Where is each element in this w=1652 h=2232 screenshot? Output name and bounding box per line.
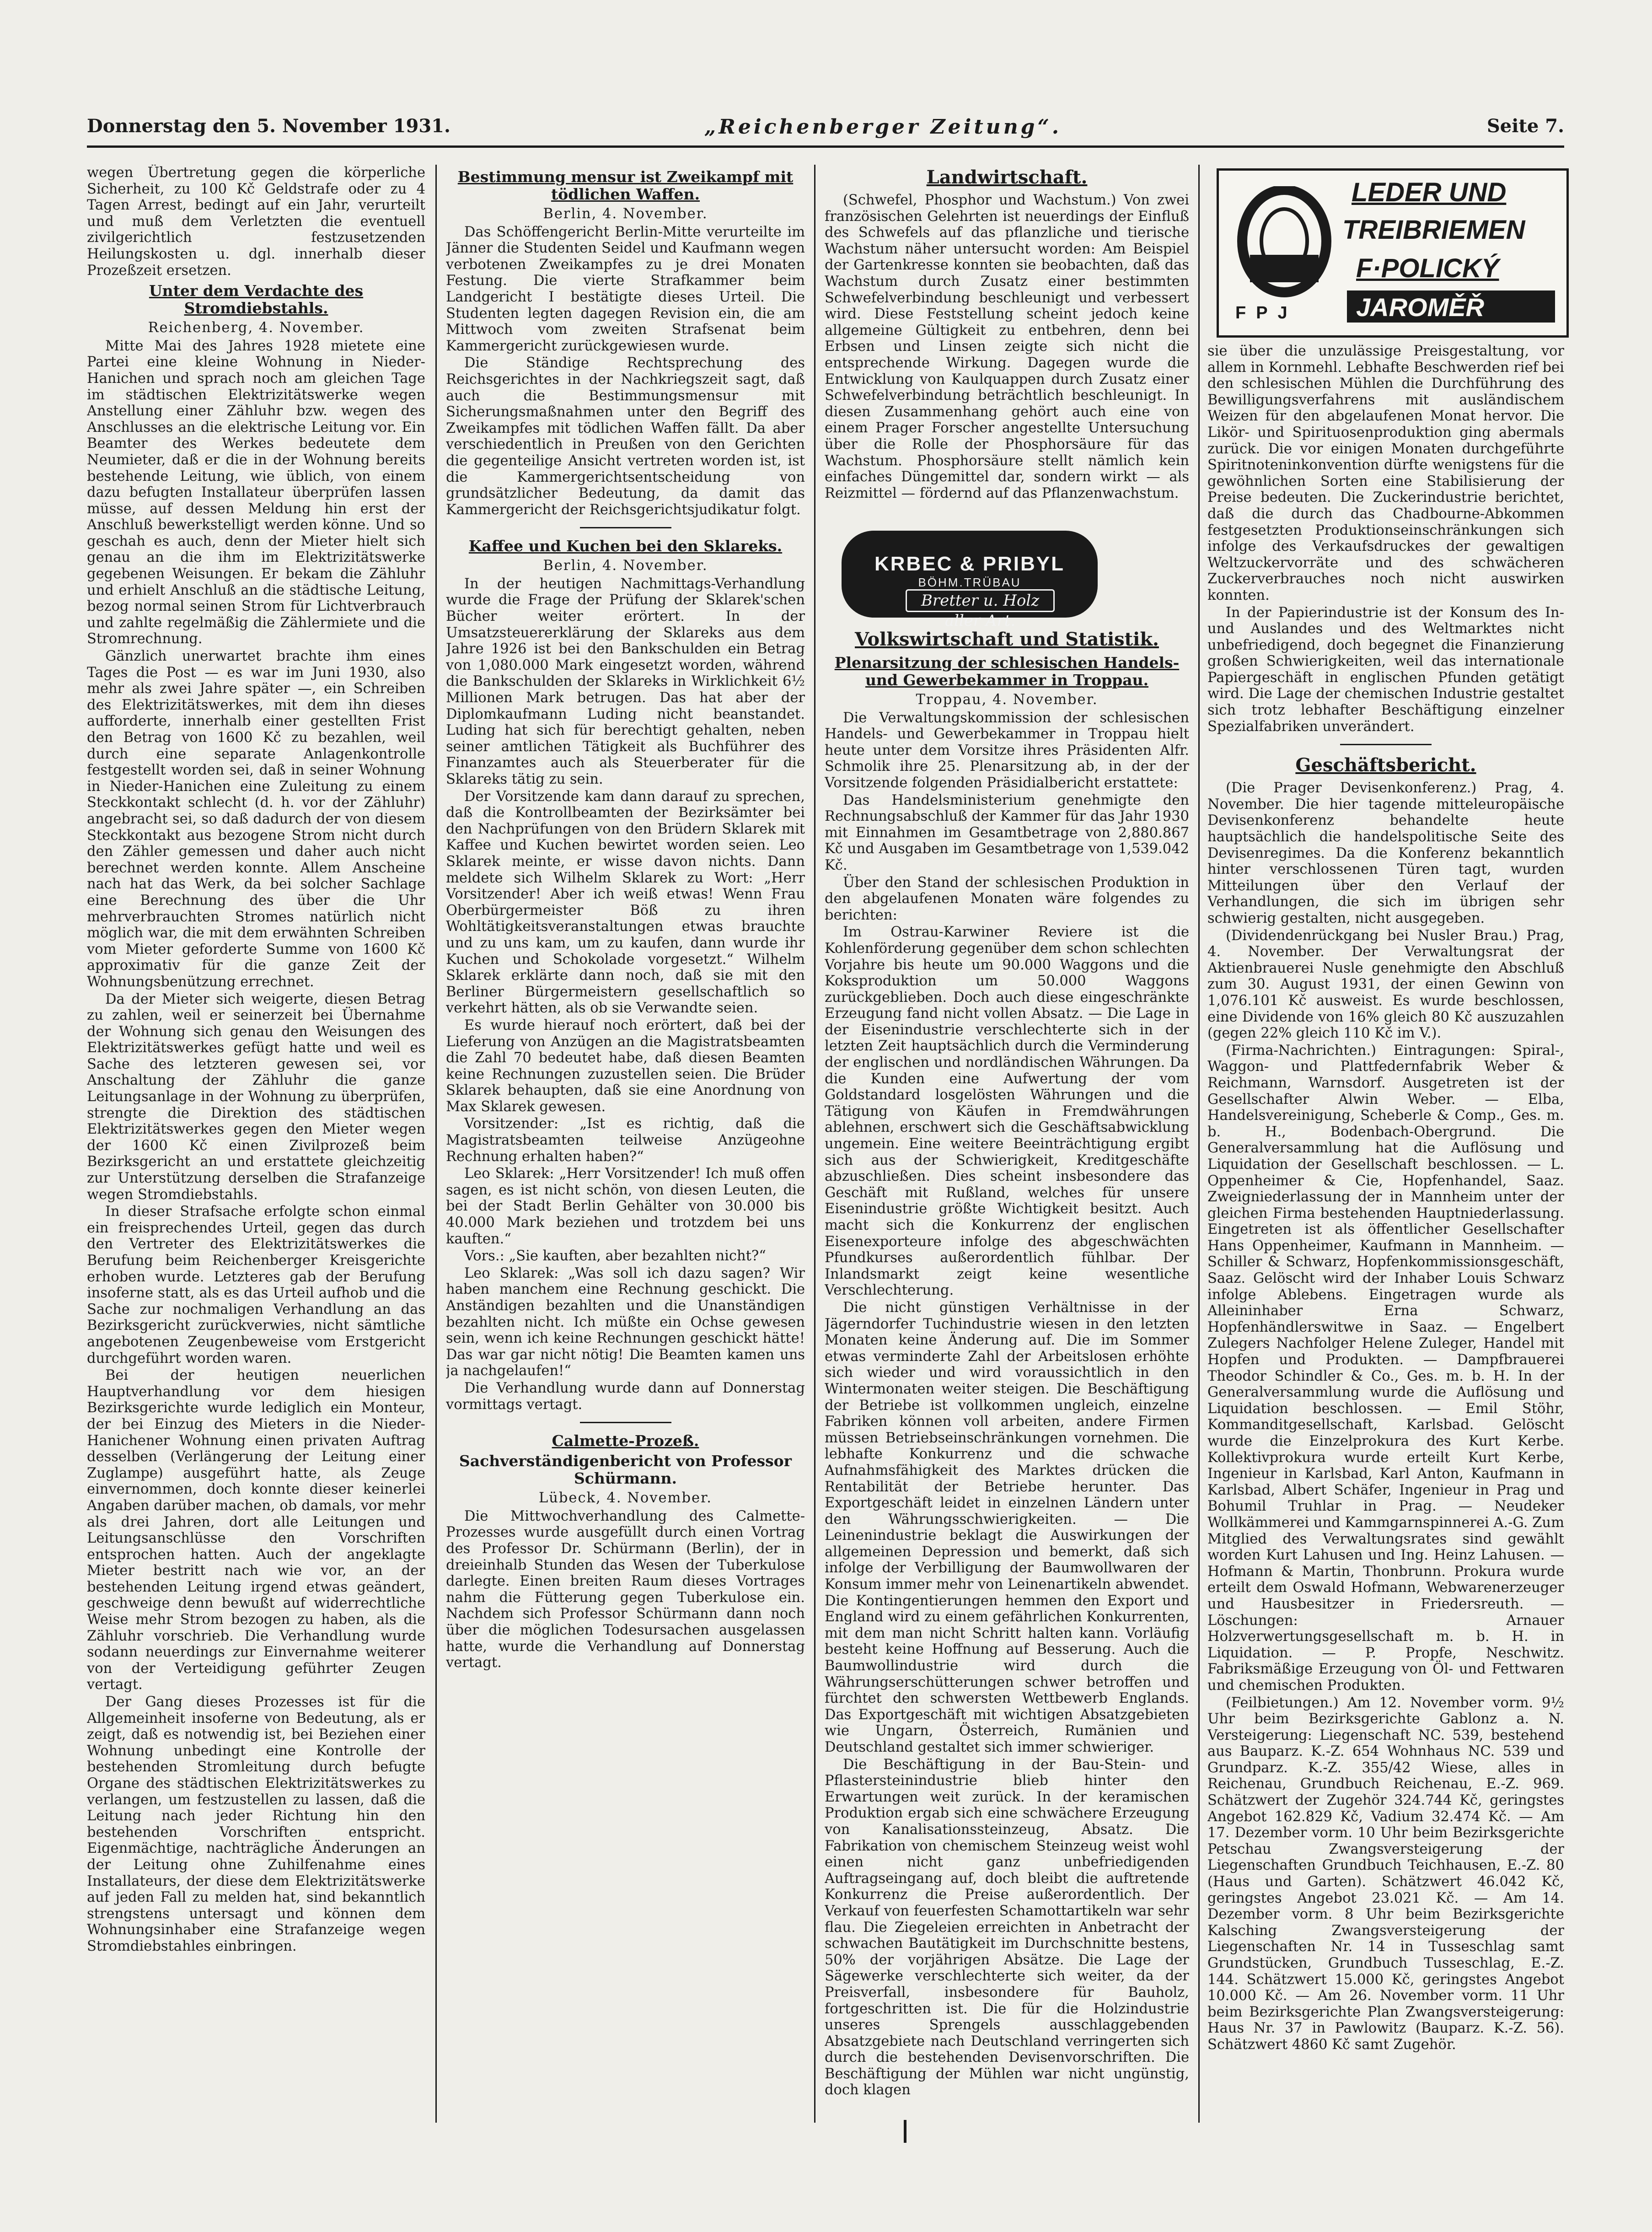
ad-product: Bretter u. Holz aller Art.	[906, 589, 1055, 612]
paragraph: Die Verwaltungskommission der schlesischen Handels- und Gewerbekammer in Troppau hielt heute unter dem Vorsitze ihres Präsidenten Alfr. Schmolik ihre 25. Plenarsitzung ab, in der der Vorsitzende folgenden Präsidialbericht erstattete:	[825, 710, 1189, 791]
paragraph: (Die Prager Devisenkonferenz.) Prag, 4. November. Die hier tagende mitteleuropäische Devisenkonferenz behandelte heute hauptsächlich die handelspolitische Seite des Devisenregimes. Da die Konferenz bekanntlich hinter verschlossenen Türen tagt, wurden Mitteilungen über den Verlauf der Verhandlungen, die sich im übrigen sehr schwierig gestalten, nicht ausgegeben.	[1207, 780, 1564, 926]
section-title-volkswirtschaft: Volkswirtschaft und Statistik.	[855, 629, 1159, 650]
paragraph: (Dividendenrückgang bei Nusler Brau.) Prag, 4. November. Der Verwaltungsrat der Aktienbrauerei Nusle genehmigte den Abschluß zum 30. August 1931, der einen Gewinn von 1,076.101 Kč ausweist. Es wurde beschlossen, eine Dividende von 16% gleich 80 Kč auszuzahlen (gegen 22% gleich 110 Kč im V.).	[1207, 927, 1564, 1042]
ad-line-policky: F·POLICKÝ	[1356, 253, 1499, 283]
intro-paragraph: wegen Übertretung gegen die körperliche Sicherheit, zu 100 Kč Geldstrafe oder zu 4 Tagen Arrest, bedingt auf ein Jahr, verurteilt und muß dem Verletzten die eventuell zivilgerichtlich festzusetzenden Heilungskosten u. dgl. innerhalb dieser Prozeßzeit ersetzen.	[87, 165, 425, 279]
column-1	[87, 165, 425, 2123]
belt-emblem-icon	[1232, 186, 1337, 305]
paragraph: Leo Sklarek: „Herr Vorsitzender! Ich muß offen sagen, es ist nicht schön, von diesen Leuten, die bei der Stadt Berlin Gehälter von 30.000 bis 40.000 Mark beziehen und trotzdem bei uns kauften.“	[446, 1166, 805, 1247]
page-header	[87, 115, 1564, 147]
paragraph: Mitte Mai des Jahres 1928 mietete eine Partei eine kleine Wohnung in Nieder-Hanichen und sprach noch am gleichen Tage im städtischen Elektrizitätswerke wegen Anstellung einer Zähluhr bzw. wegen des Anschlusses an die elektrische Leitung vor. Ein Beamter des Werkes bedeutete dem Neumieter, daß er die in der Wohnung bereits bestehende Leitung, wie üblich, von einem dazu befugten Installateur überprüfen lassen müsse, auf dessen Meldung hin erst der Anschluß bewerkstelligt werden könne. Und so geschah es auch, denn der Mieter hielt sich genau an die ihm im Elektrizitätswerke gegebenen Weisungen. Er bekam die Zähluhr und erhielt Anschluß an die städtische Leitung, bezog normal seinen Strom für Lichtverbrauch und zahlte regelmäßig die Zählermiete und die Stromrechnung.	[87, 338, 425, 647]
dateline: Troppau, 4. November.	[916, 692, 1098, 708]
paragraph: Leo Sklarek: „Was soll ich dazu sagen? Wir haben manchem eine Rechnung geschickt. Die Anständigen bezahlten und die Unanständigen bezahlten nicht. Ich müßte ein Ochse gewesen sein, wenn ich keine Rechnungen geschickt hätte! Das war gar nicht nötig! Die Beamten kamen uns ja nachgelaufen!“	[446, 1265, 805, 1379]
paragraph: (Firma-Nachrichten.) Eintragungen: Spiral-, Waggon- und Plattfedernfabrik Weber & Reichmann, Warnsdorf. Ausgetreten ist der Gesellschafter Alwin Weber. — Elba, Handelsvereinigung, Scheberle & Comp., Ges. m. b. H., Bodenbach-Obergrund. Die Generalversammlung hat die Auflösung und Liquidation der Gesellschaft beschlossen. — L. Oppenheimer & Cie, Hopfenhandel, Saaz. Zweigniederlassung der in Mannheim unter der gleichen Firma bestehenden Hauptniederlassung. Eingetreten ist als öffentlicher Gesellschafter Hans Oppenheimer, Kaufmann in Mannheim. — Schiller & Schwarz, Hopfenkommissionsgeschäft, Saaz. Gelöscht wird der Inhaber Louis Schwarz infolge Ablebens. Eingetragen wurde als Alleininhaber Erna Schwarz, Hopfenhändlerswitwe in Saaz. — Engelbert Zulegers Nachfolger Helene Zuleger, Handel mit Hopfen und Produkten. — Dampfbrauerei Theodor Schindler & Co., Ges. m. b. H. In der Generalversammlung wurde die Auflösung und Liquidation beschlossen. — Emil Stöhr, Kommanditgesellschaft, Karlsbad. Gelöscht wurde die Einzelprokura des Kurt Kerbe. Kollektivprokura wurde erteilt Kurt Kerbe, Ingenieur in Karlsbad, Karl Anton, Kaufmann in Karlsbad, Albert Schäfer, Ingenieur in Prag und Bohumil Truhlar in Prag. — Neudeker Wollkämmerei und Kammgarnspinnerei A.-G. Zum Mitglied des Verwaltungsrates sind gewählt worden Kurt Lahusen und Ing. Heinz Lahusen. — Hofmann & Martin, Thonbrunn. Prokura wurde erteilt dem Oswald Hofmann, Webwarenerzeuger und Hausbesitzer in Friedersreuth. — Löschungen: Arnauer Holzverwertungsgesellschaft m. b. H. in Liquidation. — P. Propfe, Neschwitz. Fabriksmäßige Erzeugung von Öl- und Fettwaren und chemischen Produkten.	[1207, 1042, 1564, 1694]
paragraph: Da der Mieter sich weigerte, diesen Betrag zu zahlen, weil er seinerzeit bei Übernahme der Wohnung sich genau den Weisungen des Elektrizitätswerkes gefügt hatte und weil es Sache des letzteren gewesen sei, vor Anschaltung der Zähluhr die ganze Leitungsanlage in der Wohnung zu überprüfen, strengte die Direktion des städtischen Elektrizitätswerkes gegen den Mieter wegen der 1600 Kč einen Zivilprozeß beim Bezirksgericht an und erstattete gleichzeitig zur Unterstützung derselben die Strafanzeige wegen Stromdiebstahls.	[87, 991, 425, 1203]
section-title-landwirtschaft: Landwirtschaft.	[926, 167, 1088, 188]
paragraph: Der Gang dieses Prozesses ist für die Allgemeinheit insoferne von Bedeutung, als er zeigt, daß es notwendig ist, bei Beziehen einer Wohnung unbedingt eine Kontrolle der bestehenden Stromleitung durch befugte Organe des städtischen Elektrizitätswerkes zu verlangen, um festzustellen zu lassen, daß die Leitung nach jeder Richtung hin den bestehenden Vorschriften entspricht. Eigenmächtige, nachträgliche Änderungen an der Leitung ohne Zuhilfenahme eines Installateurs, der diese dem Elektrizitätswerke auf jeden Fall zu melden hat, sind bekanntlich strengstens untersagt und können dem Wohnungsinhaber eine Strafanzeige wegen Stromdiebstahles einbringen.	[87, 1694, 425, 1954]
article-title-troppau: Plenarsitzung der schlesischen Handels- und Gewerbekammer in Troppau.	[834, 654, 1180, 689]
paragraph: In der heutigen Nachmittags-Verhandlung wurde die Frage der Prüfung der Sklarek'schen Bücher weiter erörtert. In der Umsatzsteuererklärung der Sklareks aus dem Jahre 1926 ist bei den Bankschulden ein Betrag von 1,080.000 Mark eingesetzt worden, während die Bankschulden der Sklareks in Wirklichkeit 6½ Millionen Mark betrugen. Das hat aber der Diplomkaufmann Luding nicht beanstandet. Luding hat sich für berechtigt gehalten, neben seiner amtlichen Tätigkeit als Buchführer des Finanzamtes auch als Steuerberater für die Sklareks tätig zu sein.	[446, 575, 805, 787]
header-rule	[87, 145, 1564, 148]
paragraph: (Feilbietungen.) Am 12. November vorm. 9½ Uhr beim Bezirksgerichte Gablonz a. N. Versteigerung: Liegenschaft NC. 539, bestehend aus Bauparz. K.-Z. 654 Wohnhaus NC. 539 und Grundparz. K.-Z. 355/42 Wiese, alles in Reichenau, Grundbuch Reichenau, E.-Z. 969. Schätzwert der Zugehör 324.744 Kč, geringstes Angebot 162.829 Kč, Vadium 32.474 Kč. — Am 17. Dezember vorm. 10 Uhr beim Bezirksgerichte Petschau Zwangsversteigerung der Liegenschaften Grundbuch Teichhausen, E.-Z. 80 (Haus und Garten). Schätzwert 46.042 Kč, geringstes Angebot 23.021 Kč. — Am 14. Dezember vorm. 8 Uhr beim Bezirksgerichte Kalsching Zwangsversteigerung der Liegenschaften Nr. 14 in Tusseschlag samt Grundstücken, Grundbuch Tusseschlag, E.-Z. 144. Schätzwert 15.000 Kč, geringstes Angebot 10.000 Kč. — Am 26. November vorm. 11 Uhr beim Bezirksgerichte Plan Zwangsversteigerung: Haus Nr. 37 in Pawlowitz (Bauparz. K.-Z. 56). Schätzwert 4860 Kč samt Zugehör.	[1207, 1694, 1564, 2053]
paragraph: Die Verhandlung wurde dann auf Donnerstag vormittags vertagt.	[446, 1380, 805, 1413]
paragraph: Die nicht günstigen Verhältnisse in der Jägerndorfer Tuchindustrie wiesen in den letzten Monaten keine Änderung auf. Die im Sommer etwas verminderte Zahl der Arbeitslosen erhöhte sich wieder und wird voraussichtlich in den Wintermonaten weiter steigen. Die Beschäftigung der Betriebe ist vollkommen ungleich, einzelne Fabriken können voll arbeiten, andere Firmen müssen Betriebseinschränkungen vornehmen. Die lebhafte Konkurrenz und die schwache Aufnahmsfähigkeit des Marktes drücken die Rentabilität der Betriebe herunter. Das Exportgeschäft leidet in einzelnen Ländern unter den Währungsschwierigkeiten. — Die Leinenindustrie beklagt die Auswirkungen der allgemeinen Depression und bemerkt, daß sich infolge der Verbilligung der Baumwollwaren der Konsum immer mehr von Leinenartikeln abwendet. Die Kontingentierungen hemmen den Export und England wird zu einem gefährlichen Konkurrenten, mit dem man nicht Schritt halten kann. Vorläufig besteht keine Hoffnung auf Besserung. Auch die Baumwollindustrie wird durch die Währungserschütterungen schwer betroffen und fürchtet den schwersten Wettbewerb Englands. Das Exportgeschäft mit wichtigen Absatzgebieten wie Ungarn, Österreich, Rumänien und Deutschland gestaltet sich immer schwieriger.	[825, 1299, 1189, 1755]
ad-company-name: KRBEC & PRIBYL	[874, 553, 1065, 575]
paragraph: Im Ostrau-Karwiner Reviere ist die Kohlenförderung gegenüber dem schon schlechten Vorjahre bis heute um 90.000 Waggons und die Koksproduktion um 50.000 Waggons zurückgeblieben. Doch auch diese eingeschränkte Erzeugung fand nicht vollen Absatz. — Die Lage in der Eisenindustrie verschlechterte sich in der letzten Zeit hauptsächlich durch die Verminderung der englischen und nordländischen Währungen. Da die Kunden eine Aufwertung der vom Goldstandard losgelösten Währungen und die Tätigung von Käufen in Fremdwährungen ablehnen, erschwert sich die Geschäftsabwicklung ungemein. Eine weitere Beeinträchtigung ergibt sich aus der Schwierigkeit, Kreditgeschäfte abzuschließen. Dies scheint insbesondere das Geschäft mit Rußland, welches für unsere Eisenindustrie größte Wichtigkeit besitzt. Auch macht sich die Konkurrenz der englischen Eisenexporteure infolge des abgeschwächten Pfundkurses außerordentlich fühlbar. Der Inlandsmarkt zeigt keine wesentliche Verschlechterung.	[825, 924, 1189, 1299]
header-page-number: Seite 7.	[1486, 115, 1564, 137]
column-rule-2	[814, 165, 815, 2123]
paragraph: Bei der heutigen neuerlichen Hauptverhandlung vor dem hiesigen Bezirksgerichte wurde lediglich ein Monteur, der bei Einzug des Mieters in die Nieder-Hanichener Wohnung einen privaten Auftrag desselben (Verlängerung der Leitung einer Zuglampe) ausgeführt hatte, als Zeuge einvernommen, doch konnte dieser keinerlei Angaben darüber machen, ob damals, vor mehr als drei Jahren, dort alle Leitungen und Leitungsanschlüsse den Vorschriften entsprochen hatten. Auch der angeklagte Mieter bestritt nach wie vor, an der bestehenden Leitung irgend etwas geändert, geschweige denn bewußt auf widerrechtliche Weise mehr Strom bezogen zu haben, als die Zähluhr vorschrieb. Die Verhandlung wurde sodann neuerdings zur Einvernahme weiterer von der Verteidigung geführter Zeugen vertagt.	[87, 1367, 425, 1693]
paragraph: (Schwefel, Phosphor und Wachstum.) Von zwei französischen Gelehrten ist neuerdings der Einfluß des Schwefels auf das pflanzliche und tierische Wachstum näher untersucht worden: Am Beispiel der Gartenkresse konnten sie beobachten, daß das Wachstum durch Zusatz einer bestimmten Schwefelverbindung beschleunigt und verbessert wird. Diese Feststellung scheint jedoch keine allgemeine Gültigkeit zu entbehren, denn bei Erbsen und Linsen zeigte sich nicht die entsprechende Wirkung. Dagegen wurde die Entwicklung von Kaulquappen durch Zusatz einer Schwefelverbindung beträchtlich beschleunigt. In diesen Zusammenhang gehört auch eine von einem Prager Forscher angestellte Untersuchung über die Rolle der Phosphorsäure für das Wachstum. Phosphorsäure stellt nämlich kein einfaches Düngemittel dar, sondern wirkt — als Reizmittel — fördernd auf das Pflanzenwachstum.	[825, 192, 1189, 501]
article-title-stromdiebstahl: Unter dem Verdachte des Stromdiebstahls.	[149, 282, 364, 317]
paragraph: Es wurde hierauf noch erörtert, daß bei der Lieferung von Anzügen an die Magistratsbeamten die Zahl 70 bedeutet habe, daß diesen Beamten keine Rechnungen zuzustellen seien. Die Brüder Sklarek behaupten, daß sie eine Anordnung von Max Sklarek gewesen.	[446, 1017, 805, 1115]
paragraph: Gänzlich unerwartet brachte ihm eines Tages die Post — es war im Juni 1930, also mehr als zwei Jahre später —, ein Schreiben des Elektrizitätswerkes, mit dem ihn dieses aufforderte, innerhalb einer gestellten Frist den Betrag von 1600 Kč zu bezahlen, weil durch eine separate Anlagenkontrolle festgestellt worden sei, daß in seiner Wohnung in Nieder-Hanichen eine Zuleitung zu einem Steckkontakt schlecht (d. h. vor der Zähluhr) angebracht sei, so daß dadurch der von diesem Steckkontakt aus bezogene Strom nicht durch den Zähler gemessen und daher auch nicht berechnet werden konnte. Allem Anscheine nach hat das Werk, da bei solcher Sachlage eine Berechnung des über die Uhr mehrverbrauchten Stromes natürlich nicht möglich war, die mit dem erwähnten Schreiben vom Mieter geforderte Summe von 1600 Kč approximativ für die ganze Zeit der Wohnungsbenützung errechnet.	[87, 648, 425, 990]
ad-city: BÖHM.TRÜBAU	[918, 575, 1021, 589]
column-3-top	[825, 165, 1189, 522]
column-4	[1207, 343, 1564, 2123]
paragraph: Die Beschäftigung in der Bau-Stein- und Pflastersteinindustrie blieb hinter den Erwartungen weit zurück. In der keramischen Produktion ergab sich eine schwächere Erzeugung von Kanalisationssteinzeug, Absatz. Die Fabrikation von chemischem Steinzeug weist wohl einen nicht ganz unbefriedigenden Auftragseingang auf, doch bleibt die auftretende Konkurrenz die Preise außerordentlich. Der Verkauf von feuerfesten Schamottartikeln war sehr flau. Die Ziegeleien erreichten in Anbetracht der schwachen Bautätigkeit im Durchschnitte bestens, 50% der vorjährigen Absätze. Die Lage der Sägewerke verschlechterte sich weiter, da der Preisverfall, insbesondere für Bauholz, fortgeschritten ist. Die für die Holzindustrie unseres Sprengels ausschlaggebenden Absatzgebiete nach Deutschland verringerten sich durch die bestehenden Devisenvorschriften. Die Beschäftigung der Mühlen war nicht ungünstig, doch klagen	[825, 1756, 1189, 2098]
paragraph: Vors.: „Sie kauften, aber bezahlten nicht?“	[464, 1248, 766, 1264]
section-title-geschaeftsbericht: Geschäftsbericht.	[1295, 754, 1476, 776]
paragraph: sie über die unzulässige Preisgestaltung, vor allem in Kornmehl. Lebhafte Beschwerden rief bei den schlesischen Mühlen die Durchführung des Bewilligungsverfahrens mit ausländischem Weizen für den abgelaufenen Monat hervor. Die Likör- und Spirituosenproduktion ging abermals zurück. Die vor einigen Monaten durchgeführte Spiritnoteninkonvention dürfte wenigstens für die gewöhnlichen Sorten eine Stabilisierung der Preise bedeuten. Die Zuckerindustrie berichtet, daß die durch das Chadbourne-Abkommen festgesetzten Produktionseinschränkungen sich infolge des Verkaufsdruckes der gewaltigen Weltzuckervorräte und des schwächeren Zuckerverbrauches noch nicht auswirken konnten.	[1207, 343, 1564, 603]
header-masthead: „Reichenberger Zeitung“.	[704, 115, 1062, 139]
column-3-bottom	[825, 627, 1189, 2123]
paragraph: Das Handelsministerium genehmigte den Rechnungsabschluß der Kammer für das Jahr 1930 mit Einnahmen im Gesamtbetrage von 2,880.867 Kč und Ausgaben im Gesamtbetrage von 1,539.042 Kč.	[825, 792, 1189, 873]
header-date: Donnerstag den 5. November 1931.	[87, 115, 451, 137]
ad-monogram: FPJ	[1235, 303, 1298, 323]
column-rule-3	[1198, 165, 1200, 2123]
ad-line-jaromer: JAROMĚŘ	[1356, 293, 1485, 322]
article-separator	[580, 1422, 671, 1423]
paragraph: Vorsitzender: „Ist es richtig, daß die Magistratsbeamten teilweise Anzügeohne Rechnung erhalten haben?“	[446, 1116, 805, 1165]
ad-line-treibriemen: TREIBRIEMEN	[1342, 215, 1525, 245]
article-subtitle-calmette: Sachverständigenbericht von Professor Schürmann.	[459, 1452, 792, 1488]
paragraph: Über den Stand der schlesischen Produktion in den abgelaufenen Monaten wäre folgendes zu berichten:	[825, 874, 1189, 923]
column-2	[446, 165, 805, 2123]
paragraph: In der Papierindustrie ist der Konsum des In- und Auslandes und des Weltmarktes nicht unbefriedigend, doch begegnet die Finanzierung großen Schwierigkeiten, weil das internationale Papiergeschäft in englischen Pfunden getätigt wird. Die Lage der chemischen Industrie gestaltet sich trotz lebhafter Beschäftigung einzelner Spezialfabriken unverändert.	[1207, 604, 1564, 735]
dateline: Lübeck, 4. November.	[539, 1490, 712, 1506]
paragraph: Die Ständige Rechtsprechung des Reichsgerichtes in der Nachkriegszeit sagt, daß auch die Bestimmungsmensur mit Sicherungsmaßnahmen unter den Begriff des Zweikampfes mit tödlichen Waffen fällt. Da aber verschiedentlich in Preußen von den Gerichten die gegenteilige Ansicht vertreten worden ist, ist die Kammergerichtsentscheidung von grundsätzlicher Bedeutung, da damit das Kammergericht der Reichsgerichtsjudikatur folgt.	[446, 355, 805, 518]
column-rule-1	[435, 165, 437, 2123]
print-mark-icon	[896, 2118, 915, 2146]
advertisement-policky	[1217, 168, 1569, 338]
dateline: Berlin, 4. November.	[543, 206, 708, 222]
dateline: Reichenberg, 4. November.	[148, 320, 365, 336]
paragraph: Das Schöffengericht Berlin-Mitte verurteilte im Jänner die Studenten Seidel und Kaufmann wegen verbotenen Zweikampfes zu je drei Monaten Festung. Die vierte Strafkammer beim Landgericht I bestätigte dieses Urteil. Die Studenten legten dagegen Revision ein, die am Mittwoch vom zweiten Strafsenat beim Kammergericht zurückgewiesen wurde.	[446, 224, 805, 354]
paragraph: In dieser Strafsache erfolgte schon einmal ein freisprechendes Urteil, gegen das durch den Vertreter des Elektrizitätswerkes die Berufung beim Reichenberger Kreisgerichte erhoben wurde. Letzteres gab der Berufung insoferne statt, als es das Urteil aufhob und die Sache zur nochmaligen Verhandlung an das Bezirksgericht zurückverwies, nicht sämtliche angebotenen Zeugenbeweise vom Erstgericht durchgeführt worden waren.	[87, 1204, 425, 1366]
advertisement-krbec-pribyl	[842, 531, 1098, 630]
article-title-bestimmungsmensur: Bestimmung mensur ist Zweikampf mit tödlichen Waffen.	[457, 168, 794, 203]
ad-line-leder: LEDER UND	[1352, 177, 1507, 207]
article-separator	[1340, 744, 1432, 745]
article-separator	[580, 527, 671, 528]
paragraph: Der Vorsitzende kam dann darauf zu sprechen, daß die Kontrollbeamten der Bezirksämter bei den Nachprüfungen von den Brüdern Sklarek mit Kaffee und Kuchen bewirtet worden seien. Leo Sklarek meinte, er wisse davon nichts. Dann meldete sich Wilhelm Sklarek zu Wort: „Herr Vorsitzender! Aber ich weiß etwas! Wenn Frau Oberbürgermeister Böß zu ihren Wohltätigkeitsveranstaltungen etwas brauchte und zu uns kam, um zu kaufen, dann wurde ihr Kuchen und Schokolade vorgesetzt.“ Wilhelm Sklarek erklärte dann noch, daß sie mit den Berliner Bürgermeistern gesellschaftlich so verkehrt hätten, als ob sie Verwandte seien.	[446, 788, 805, 1017]
article-title-sklarek: Kaffee und Kuchen bei den Sklareks.	[468, 537, 783, 555]
dateline: Berlin, 4. November.	[543, 558, 708, 574]
article-title-calmette: Calmette-Prozeß.	[552, 1432, 699, 1450]
paragraph: Die Mittwochverhandlung des Calmette-Prozesses wurde ausgefüllt durch einen Vortrag des Professor Dr. Schürmann (Berlin), der in dreieinhalb Stunden das Wesen der Tuberkulose darlegte. Einen breiten Raum dieses Vortrages nahm die Fütterung gegen Tuberkulose ein. Nachdem sich Professor Schürmann dann noch über die möglichen Todesursachen ausgelassen hatte, wurde die Verhandlung auf Donnerstag vertagt.	[446, 1508, 805, 1671]
